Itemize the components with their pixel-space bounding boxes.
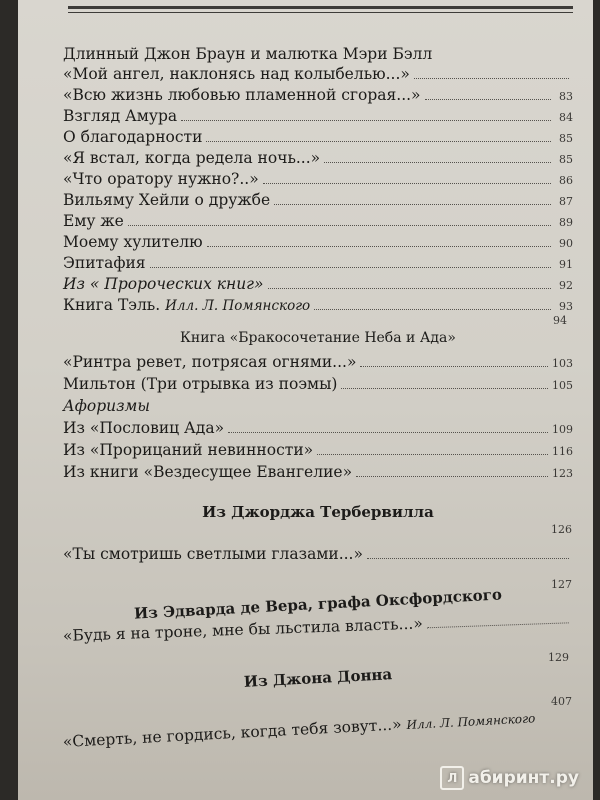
toc-page-number: 93 (559, 300, 573, 313)
toc-entry-title: Из книги «Вездесущее Евангелие» (63, 463, 353, 481)
leader-dots (426, 610, 568, 628)
toc-entry-title: Из « Пророческих книг» (63, 275, 264, 293)
leader-dots (367, 546, 569, 559)
leader-dots (341, 376, 548, 389)
leader-dots (268, 276, 551, 289)
toc-entry (63, 170, 573, 192)
page-number: 407 (551, 695, 572, 708)
toc-entry-title: Афоризмы (63, 397, 151, 415)
toc-page-number: 123 (552, 467, 573, 480)
toc-entry (63, 353, 573, 375)
leader-dots (414, 66, 569, 79)
toc-page-number: 109 (552, 423, 573, 436)
toc-entry (63, 86, 573, 108)
toc-entry (63, 149, 573, 171)
leader-dots (360, 354, 548, 367)
section-page-number: 126 (551, 523, 572, 536)
toc-page-number: 84 (559, 111, 573, 124)
toc-entry (63, 45, 573, 67)
leader-dots (274, 192, 551, 205)
toc-entry-title: Длинный Джон Браун и малютка Мэри Бэлл (63, 45, 433, 63)
toc-page-number: 90 (559, 237, 573, 250)
toc-page-number: 85 (559, 132, 573, 145)
leader-dots (150, 255, 551, 268)
toc-entry (63, 107, 573, 129)
top-rule (68, 6, 573, 9)
toc-entry (62, 706, 572, 755)
toc-entry (63, 191, 573, 213)
leader-dots (181, 108, 551, 121)
toc-page-number: 83 (559, 90, 573, 103)
toc-page-number: 103 (552, 357, 573, 370)
toc-entry-title: «Мой ангел, наклонясь над колыбелью...» (63, 65, 410, 83)
toc-page-number: 89 (559, 216, 573, 229)
toc-page-number: 85 (559, 153, 573, 166)
toc-entry-title: Книга Тэль. (63, 296, 161, 314)
leader-dots (317, 442, 548, 455)
toc-entry-title: «Смерть, не гордись, когда тебя зовут...» (62, 715, 403, 751)
toc-entry (63, 128, 573, 150)
toc-entry-title: О благодарности (63, 128, 203, 146)
top-rule-thin (68, 12, 573, 13)
toc-entry-title: Вильяму Хейли о дружбе (63, 191, 271, 209)
leader-dots (128, 213, 551, 226)
toc-entry-title: Ему же (63, 212, 124, 230)
toc-entry-title: Мильтон (Три отрывка из поэмы) (63, 375, 338, 393)
toc-entry-title: Взгляд Амура (63, 107, 178, 125)
toc-illustrator: Илл. Л. Помянского (165, 298, 311, 314)
toc-entry-title: «Я встал, когда редела ночь...» (63, 149, 321, 167)
leader-dots (228, 420, 548, 433)
leader-dots (206, 129, 551, 142)
toc-page-number: 92 (559, 279, 573, 292)
toc-entry-title: «Будь я на троне, мне бы льстила власть...» (62, 614, 424, 645)
toc-entry (63, 545, 573, 567)
toc-entry-title: «Ты смотришь светлыми глазами...» (63, 545, 363, 563)
toc-entry (63, 375, 573, 397)
section-page-number: 94 (553, 314, 567, 327)
toc-entry-title: «Что оратору нужно?..» (63, 170, 259, 188)
toc-entry-title: Из «Пословиц Ада» (63, 419, 225, 437)
toc-entry (63, 65, 573, 87)
toc-entry (63, 419, 573, 441)
toc-page-number: 105 (552, 379, 573, 392)
toc-page-number: 116 (552, 445, 573, 458)
section-page-number: 127 (551, 578, 572, 591)
leader-dots (263, 171, 551, 184)
toc-entry (63, 296, 573, 318)
section-title: Книга «Бракосочетание Неба и Ада» (180, 330, 456, 346)
toc-entry-title: Из «Прорицаний невинности» (63, 441, 314, 459)
leader-dots (314, 297, 551, 310)
leader-dots (425, 87, 551, 100)
toc-entry-title: «Ринтра ревет, потрясая огнями...» (63, 353, 357, 371)
toc-entry (63, 212, 573, 234)
watermark-text: абиринт.ру (468, 768, 579, 788)
toc-page-number: 91 (559, 258, 573, 271)
toc-entry (63, 463, 573, 485)
section-page-number: 129 (548, 651, 569, 664)
toc-entry (63, 275, 573, 297)
toc-entry (63, 441, 573, 463)
toc-entry (63, 233, 573, 255)
leader-dots (356, 464, 548, 477)
leader-dots (324, 150, 551, 163)
toc-entry (63, 254, 573, 276)
toc-page-number: 87 (559, 195, 573, 208)
section-title: Из Джорджа Тербервилла (202, 503, 434, 521)
watermark (440, 766, 579, 790)
toc-entry-title: Эпитафия (63, 254, 146, 272)
toc-page-number: 86 (559, 174, 573, 187)
toc-entry (63, 397, 573, 419)
toc-entry-title: Моему хулителю (63, 233, 203, 251)
section-title: Из Эдварда де Вера, графа Оксфордского (133, 585, 503, 623)
labirint-logo-icon: Л (440, 766, 464, 790)
toc-illustrator: Илл. Л. Помянского (406, 711, 536, 732)
book-page (18, 0, 593, 800)
toc-entry-title: «Всю жизнь любовью пламенной сгорая...» (63, 86, 421, 104)
leader-dots (207, 234, 551, 247)
section-title: Из Джона Донна (243, 665, 393, 691)
